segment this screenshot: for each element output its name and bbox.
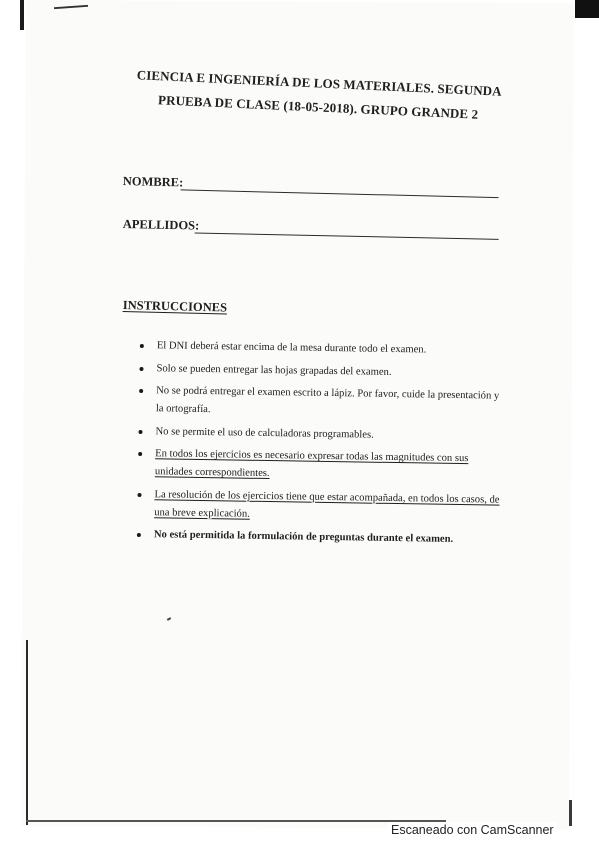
instructions-list [137,337,504,554]
bullet-icon [139,389,143,393]
instruction-text: No está permitida la formulación de preguntas durante el examen. [153,529,454,545]
paper-edge [569,800,572,826]
instruction-text: En todos los ejercicios es necesario expresar todas las magnitudes con sus unidades correspondientes. [154,448,469,480]
instruction-text: No se permite el uso de calculadoras programables. [155,425,374,441]
instruction-item [138,445,503,487]
nombre-field [123,174,184,190]
instruction-item [139,382,504,424]
instructions-heading: INSTRUCCIONES [122,298,228,315]
document-title: CIENCIA E INGENIERÍA DE LOS MATERIALES. SEGUNDA PRUEBA DE CLASE (18-05-2018). GRUPO GRANDE 2 [136,67,503,122]
instruction-item [138,422,502,446]
scan-edge-shadow [20,0,24,30]
nombre-label: NOMBRE: [122,174,184,190]
camscanner-watermark: Escaneado con CamScanner [388,822,557,839]
scan-edge-shadow [575,0,599,18]
bullet-icon [138,452,142,456]
instruction-text: Solo se pueden entregar las hojas grapadas del examen. [156,362,392,378]
bullet-icon [138,429,142,433]
instruction-item [137,485,502,527]
bullet-icon [139,366,143,370]
paper-edge [26,820,446,822]
apellidos-field [123,217,200,234]
instruction-text: El DNI deberá estar encima de la mesa durante todo el examen. [156,340,427,356]
instruction-item [137,526,501,550]
bullet-icon [137,533,141,537]
paper-edge [26,640,28,825]
apellidos-label: APELLIDOS: [122,217,200,233]
bullet-icon [140,344,144,348]
bullet-icon [137,492,141,496]
instruction-text: La resolución de los ejercicios tiene que estar acompañada, en todos los casos, de una breve explicación. [154,488,500,520]
instruction-item [139,359,503,383]
instruction-text: No se podrá entregar el examen escrito a lápiz. Por favor, cuide la presentación y la ortografía. [155,385,500,416]
